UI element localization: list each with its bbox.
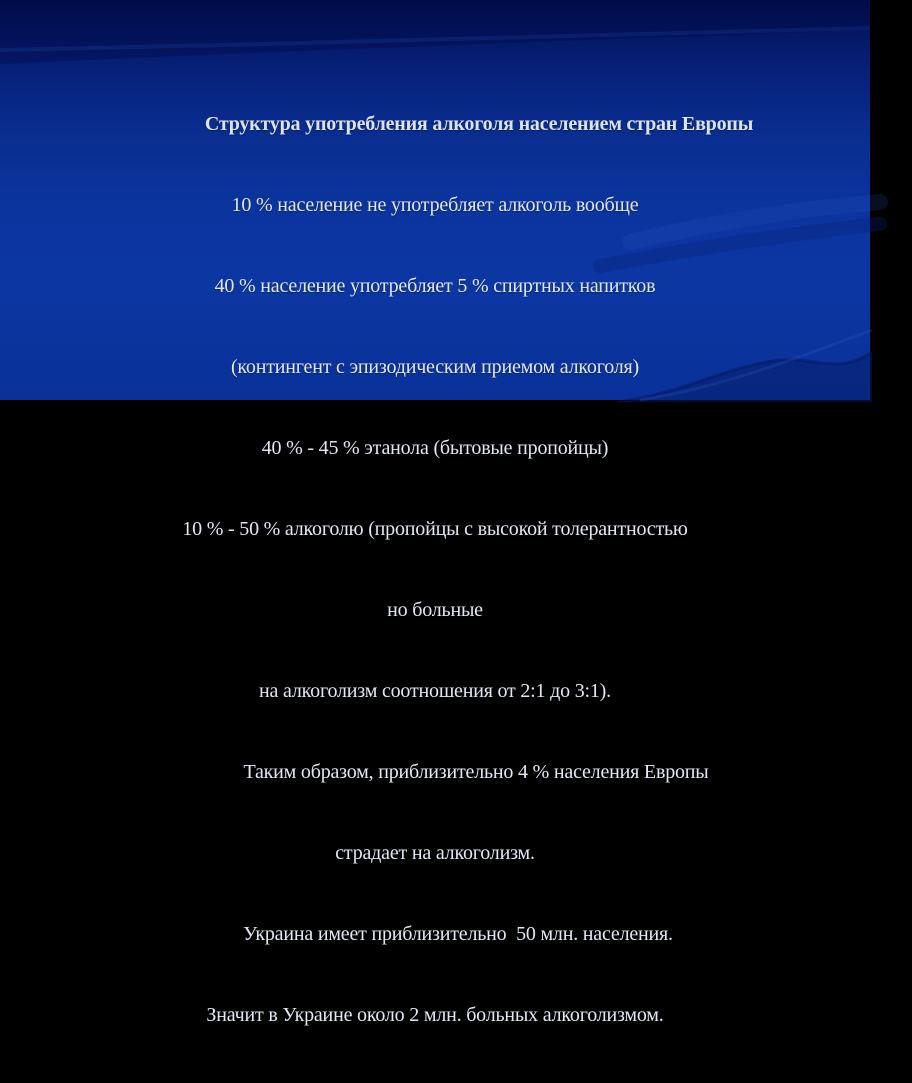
text-line-ukraine-sick: Значит в Украине около 2 млн. больных алкоголизмом. — [206, 1004, 664, 1026]
text-line-but-sick: но больные — [387, 599, 483, 621]
text-line-contingent: (контингент с эпизодическим приемом алкоголя) — [230, 356, 640, 378]
text-line-suffers: страдает на алкоголизм. — [335, 842, 535, 864]
text-line-population-none: 10 % население не употребляет алкоголь вообще — [231, 194, 639, 216]
text-line-thus-europe: Таким образом, приблизительно 4 % населения Европы — [243, 761, 709, 783]
text-line-tolerance: 10 % - 50 % алкоголю (пропойцы с высокой толерантностью — [182, 518, 688, 540]
text-line-ratio: на алкоголизм соотношения от 2:1 до 3:1). — [259, 680, 611, 702]
slide-text-block — [2, 57, 868, 1083]
slide-title: Структура употребления алкоголя населением стран Европы — [204, 113, 754, 135]
text-line-population-5pct: 40 % население употребляет 5 % спиртных напитков — [214, 275, 656, 297]
text-line-ukraine-population: Украина имеет приблизительно 50 млн. населения. — [243, 923, 673, 945]
text-line-ethanol: 40 % - 45 % этанола (бытовые пропойцы) — [261, 437, 609, 459]
